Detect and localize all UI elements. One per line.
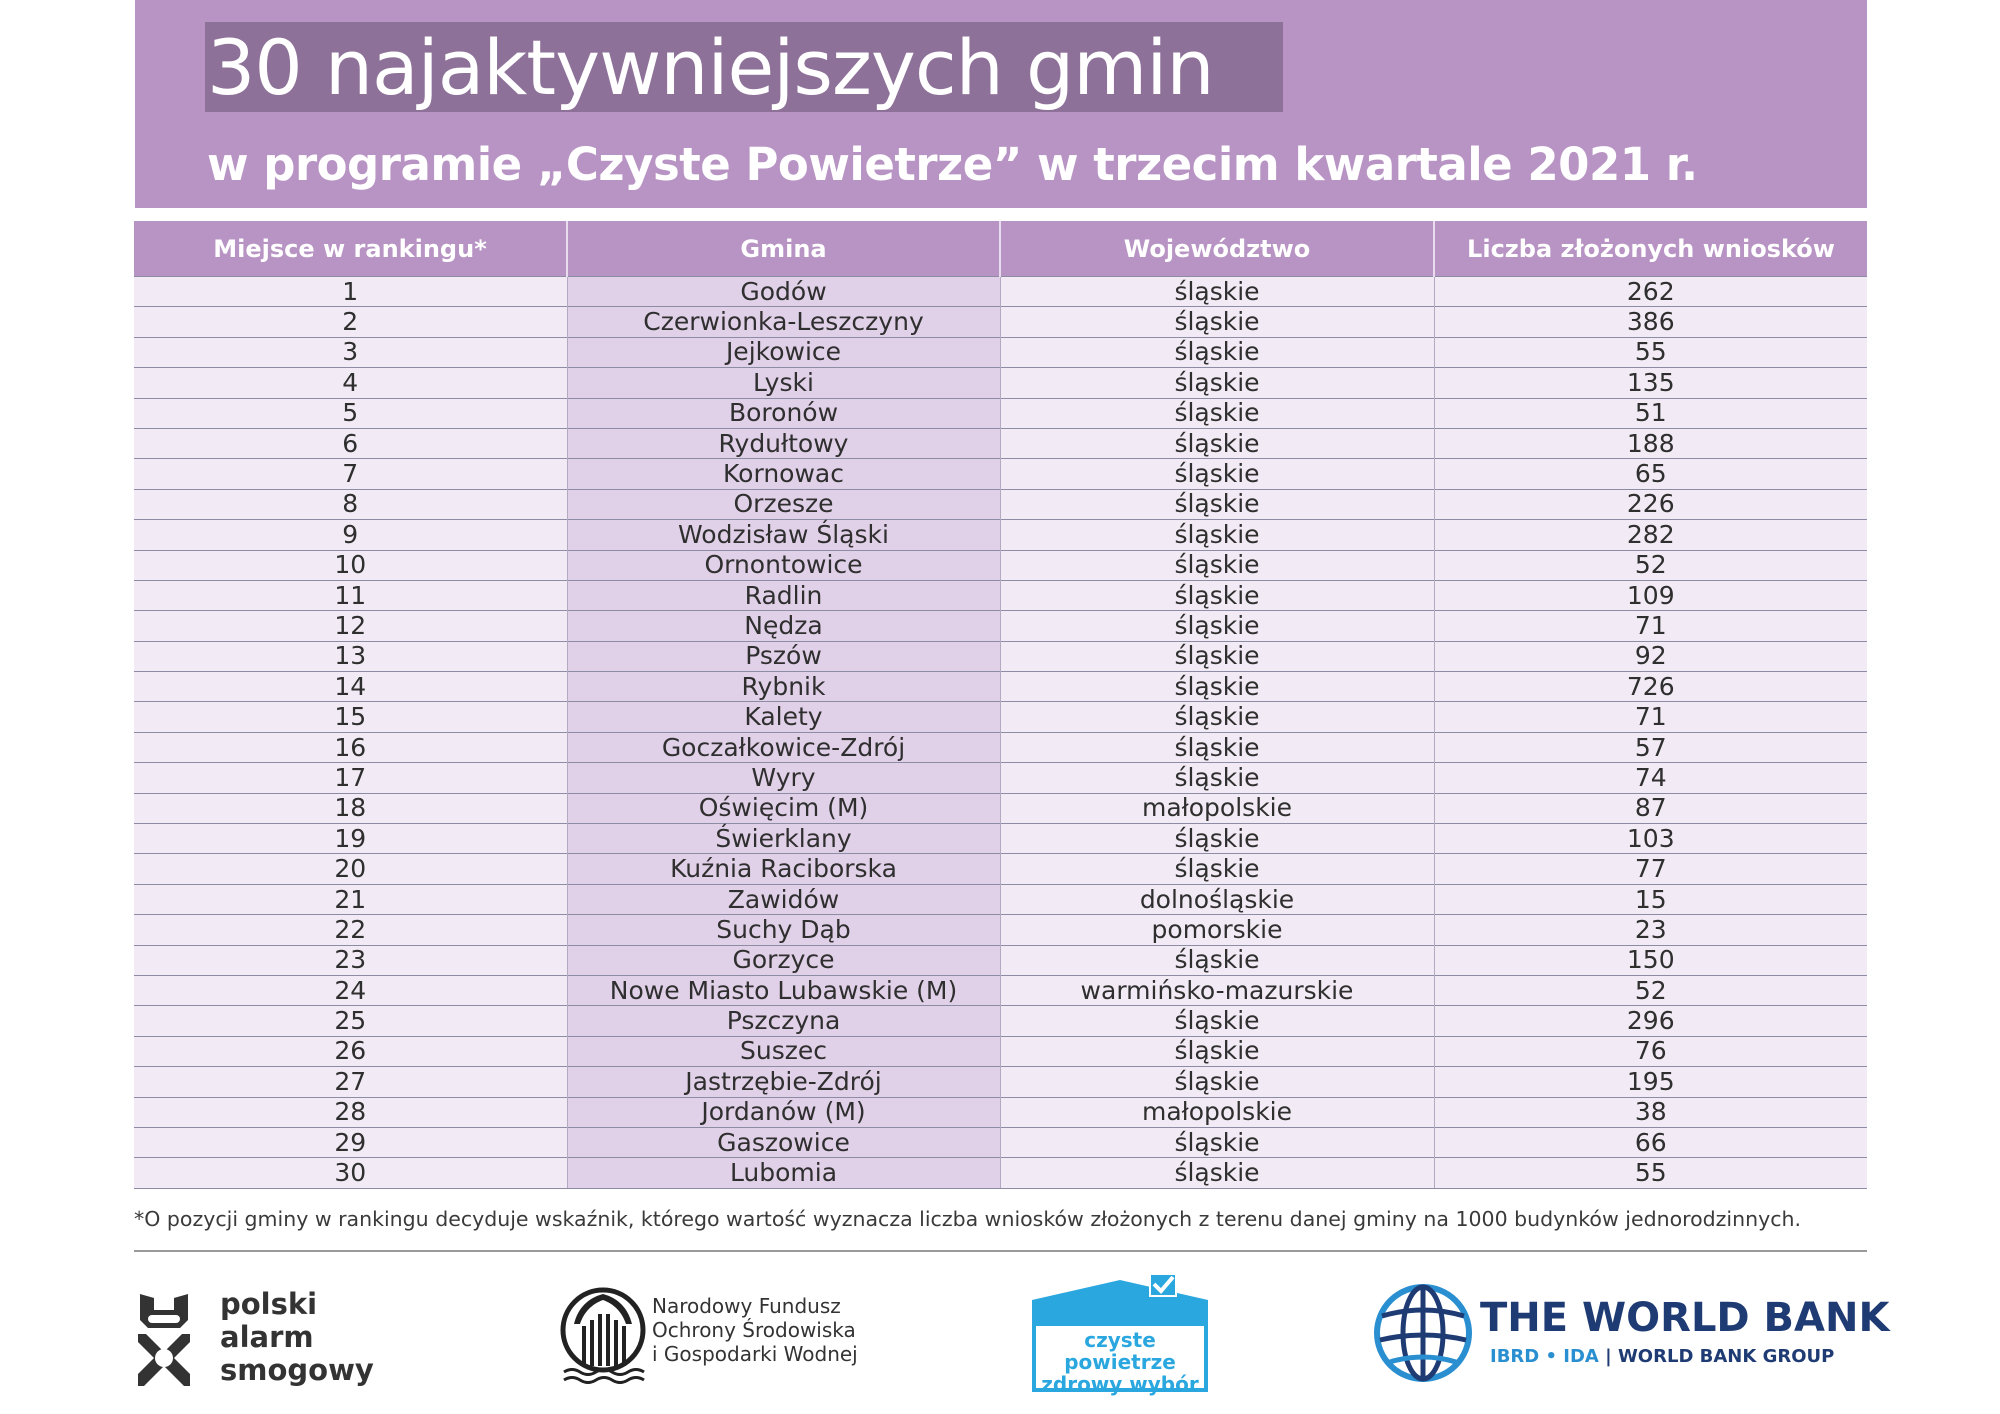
- cell-applications: 23: [1434, 915, 1867, 945]
- cell-applications: 74: [1434, 763, 1867, 793]
- cell-gmina: Lubomia: [567, 1158, 1000, 1188]
- ranking-table: [134, 221, 1867, 1189]
- cell-applications: 103: [1434, 824, 1867, 854]
- cell-voivodeship: śląskie: [1000, 611, 1434, 641]
- cell-applications: 71: [1434, 702, 1867, 732]
- world-bank-subtitle: IBRD • IDA | WORLD BANK GROUP: [1490, 1346, 1835, 1367]
- table-row: [134, 641, 1867, 671]
- page-title: 30 najaktywniejszych gmin: [207, 23, 1214, 112]
- cell-applications: 262: [1434, 277, 1867, 307]
- table-header-row: [134, 221, 1867, 277]
- cell-applications: 55: [1434, 1158, 1867, 1188]
- cell-rank: 21: [134, 884, 567, 914]
- cell-voivodeship: śląskie: [1000, 307, 1434, 337]
- cell-rank: 29: [134, 1127, 567, 1157]
- cell-voivodeship: śląskie: [1000, 580, 1434, 610]
- cell-rank: 8: [134, 489, 567, 519]
- cell-applications: 150: [1434, 945, 1867, 975]
- table-row: [134, 975, 1867, 1005]
- cell-gmina: Suszec: [567, 1036, 1000, 1066]
- cell-applications: 386: [1434, 307, 1867, 337]
- cell-rank: 5: [134, 398, 567, 428]
- table-row: [134, 611, 1867, 641]
- cell-rank: 27: [134, 1067, 567, 1097]
- cell-voivodeship: śląskie: [1000, 641, 1434, 671]
- table-row: [134, 520, 1867, 550]
- table-body: [134, 277, 1867, 1189]
- cell-rank: 22: [134, 915, 567, 945]
- cell-voivodeship: śląskie: [1000, 1127, 1434, 1157]
- table-row: [134, 580, 1867, 610]
- psa-logo-text: polski alarm smogowy: [220, 1287, 374, 1387]
- cell-rank: 30: [134, 1158, 567, 1188]
- cell-applications: 92: [1434, 641, 1867, 671]
- cell-applications: 57: [1434, 732, 1867, 762]
- world-bank-ibrd-ida: IBRD • IDA: [1490, 1346, 1599, 1367]
- cell-voivodeship: śląskie: [1000, 824, 1434, 854]
- table-row: [134, 489, 1867, 519]
- cell-rank: 16: [134, 732, 567, 762]
- table-row: [134, 793, 1867, 823]
- cell-gmina: Goczałkowice-Zdrój: [567, 732, 1000, 762]
- cell-applications: 282: [1434, 520, 1867, 550]
- cell-voivodeship: śląskie: [1000, 1067, 1434, 1097]
- cell-voivodeship: śląskie: [1000, 702, 1434, 732]
- cell-rank: 2: [134, 307, 567, 337]
- table-row: [134, 337, 1867, 367]
- cell-rank: 10: [134, 550, 567, 580]
- cell-rank: 4: [134, 368, 567, 398]
- cell-voivodeship: śląskie: [1000, 854, 1434, 884]
- cell-gmina: Ornontowice: [567, 550, 1000, 580]
- cell-gmina: Rydułtowy: [567, 428, 1000, 458]
- header-banner: [135, 0, 1867, 208]
- cell-rank: 23: [134, 945, 567, 975]
- table-row: [134, 854, 1867, 884]
- cell-gmina: Pszczyna: [567, 1006, 1000, 1036]
- cell-voivodeship: pomorskie: [1000, 915, 1434, 945]
- cell-voivodeship: śląskie: [1000, 1036, 1434, 1066]
- table-row: [134, 763, 1867, 793]
- cell-gmina: Rybnik: [567, 672, 1000, 702]
- cell-applications: 15: [1434, 884, 1867, 914]
- cell-voivodeship: śląskie: [1000, 337, 1434, 367]
- world-bank-title: THE WORLD BANK: [1480, 1295, 1890, 1341]
- cell-voivodeship: śląskie: [1000, 398, 1434, 428]
- cell-gmina: Czerwionka-Leszczyny: [567, 307, 1000, 337]
- cell-gmina: Kuźnia Raciborska: [567, 854, 1000, 884]
- cell-gmina: Oświęcim (M): [567, 793, 1000, 823]
- cell-gmina: Zawidów: [567, 884, 1000, 914]
- table-row: [134, 1158, 1867, 1188]
- cell-applications: 77: [1434, 854, 1867, 884]
- cell-rank: 17: [134, 763, 567, 793]
- cell-applications: 87: [1434, 793, 1867, 823]
- cell-gmina: Orzesze: [567, 489, 1000, 519]
- cell-gmina: Godów: [567, 277, 1000, 307]
- cell-voivodeship: śląskie: [1000, 550, 1434, 580]
- table-row: [134, 428, 1867, 458]
- nfosigw-logo-text: Narodowy Fundusz Ochrony Środowiska i Gospodarki Wodnej: [652, 1294, 858, 1366]
- table-row: [134, 1036, 1867, 1066]
- cell-rank: 3: [134, 337, 567, 367]
- cell-gmina: Lyski: [567, 368, 1000, 398]
- cell-voivodeship: śląskie: [1000, 945, 1434, 975]
- cell-gmina: Gaszowice: [567, 1127, 1000, 1157]
- cell-applications: 109: [1434, 580, 1867, 610]
- cell-voivodeship: śląskie: [1000, 428, 1434, 458]
- cell-rank: 25: [134, 1006, 567, 1036]
- cell-applications: 71: [1434, 611, 1867, 641]
- cell-voivodeship: małopolskie: [1000, 793, 1434, 823]
- cell-applications: 65: [1434, 459, 1867, 489]
- cell-voivodeship: śląskie: [1000, 277, 1434, 307]
- table-row: [134, 1097, 1867, 1127]
- divider: [134, 1250, 1867, 1252]
- czyste-powietrze-logo-text: czyste powietrze zdrowy wybór: [1041, 1328, 1199, 1396]
- table-row: [134, 884, 1867, 914]
- footnote: *O pozycji gminy w rankingu decyduje wskaźnik, którego wartość wyznacza liczba wniosków złożonych z terenu danej gminy na 1000 budynków jednorodzinnych.: [134, 1207, 1801, 1231]
- cell-rank: 11: [134, 580, 567, 610]
- table-row: [134, 1006, 1867, 1036]
- cell-rank: 20: [134, 854, 567, 884]
- cell-applications: 226: [1434, 489, 1867, 519]
- table-row: [134, 824, 1867, 854]
- cell-gmina: Wodzisław Śląski: [567, 520, 1000, 550]
- column-header-rank: Miejsce w rankingu*: [134, 221, 567, 277]
- cell-gmina: Jastrzębie-Zdrój: [567, 1067, 1000, 1097]
- page-subtitle: w programie „Czyste Powietrze” w trzecim kwartale 2021 r.: [207, 138, 1698, 191]
- cell-rank: 12: [134, 611, 567, 641]
- cell-gmina: Nowe Miasto Lubawskie (M): [567, 975, 1000, 1005]
- cell-gmina: Pszów: [567, 641, 1000, 671]
- cell-applications: 52: [1434, 550, 1867, 580]
- cell-voivodeship: małopolskie: [1000, 1097, 1434, 1127]
- cell-applications: 296: [1434, 1006, 1867, 1036]
- cell-voivodeship: warmińsko-mazurskie: [1000, 975, 1434, 1005]
- table-row: [134, 915, 1867, 945]
- cell-gmina: Nędza: [567, 611, 1000, 641]
- cell-applications: 135: [1434, 368, 1867, 398]
- cell-rank: 26: [134, 1036, 567, 1066]
- cell-applications: 195: [1434, 1067, 1867, 1097]
- cell-rank: 24: [134, 975, 567, 1005]
- cell-rank: 1: [134, 277, 567, 307]
- column-header-applications: Liczba złożonych wniosków: [1434, 221, 1867, 277]
- polski-alarm-smogowy-logo-icon: [134, 1290, 194, 1392]
- table-row: [134, 277, 1867, 307]
- cell-gmina: Suchy Dąb: [567, 915, 1000, 945]
- cell-gmina: Kornowac: [567, 459, 1000, 489]
- cell-voivodeship: śląskie: [1000, 763, 1434, 793]
- cell-voivodeship: śląskie: [1000, 520, 1434, 550]
- cell-voivodeship: dolnośląskie: [1000, 884, 1434, 914]
- cell-rank: 18: [134, 793, 567, 823]
- cell-gmina: Boronów: [567, 398, 1000, 428]
- column-header-gmina: Gmina: [567, 221, 1000, 277]
- cell-voivodeship: śląskie: [1000, 672, 1434, 702]
- table-row: [134, 672, 1867, 702]
- cell-rank: 6: [134, 428, 567, 458]
- cell-applications: 38: [1434, 1097, 1867, 1127]
- cell-voivodeship: śląskie: [1000, 489, 1434, 519]
- table-row: [134, 945, 1867, 975]
- cell-voivodeship: śląskie: [1000, 1158, 1434, 1188]
- table-row: [134, 1127, 1867, 1157]
- cell-applications: 76: [1434, 1036, 1867, 1066]
- table-row: [134, 459, 1867, 489]
- cell-voivodeship: śląskie: [1000, 1006, 1434, 1036]
- table-row: [134, 368, 1867, 398]
- cell-rank: 19: [134, 824, 567, 854]
- table-row: [134, 307, 1867, 337]
- cell-gmina: Świerklany: [567, 824, 1000, 854]
- cell-rank: 15: [134, 702, 567, 732]
- cell-applications: 188: [1434, 428, 1867, 458]
- cell-gmina: Wyry: [567, 763, 1000, 793]
- cell-rank: 14: [134, 672, 567, 702]
- cell-applications: 66: [1434, 1127, 1867, 1157]
- cell-gmina: Jejkowice: [567, 337, 1000, 367]
- cell-rank: 13: [134, 641, 567, 671]
- table-row: [134, 398, 1867, 428]
- cell-voivodeship: śląskie: [1000, 732, 1434, 762]
- cell-applications: 726: [1434, 672, 1867, 702]
- table-row: [134, 732, 1867, 762]
- cell-rank: 7: [134, 459, 567, 489]
- world-bank-group: WORLD BANK GROUP: [1617, 1346, 1835, 1367]
- cell-gmina: Jordanów (M): [567, 1097, 1000, 1127]
- cell-gmina: Kalety: [567, 702, 1000, 732]
- cell-gmina: Gorzyce: [567, 945, 1000, 975]
- cell-applications: 55: [1434, 337, 1867, 367]
- cell-applications: 52: [1434, 975, 1867, 1005]
- cell-applications: 51: [1434, 398, 1867, 428]
- world-bank-globe-icon: [1372, 1282, 1474, 1384]
- table-row: [134, 702, 1867, 732]
- cell-gmina: Radlin: [567, 580, 1000, 610]
- nfosigw-logo-icon: [560, 1284, 646, 1386]
- column-header-voivodeship: Województwo: [1000, 221, 1434, 277]
- table-row: [134, 550, 1867, 580]
- cell-voivodeship: śląskie: [1000, 368, 1434, 398]
- table-row: [134, 1067, 1867, 1097]
- cell-rank: 9: [134, 520, 567, 550]
- cell-voivodeship: śląskie: [1000, 459, 1434, 489]
- cell-rank: 28: [134, 1097, 567, 1127]
